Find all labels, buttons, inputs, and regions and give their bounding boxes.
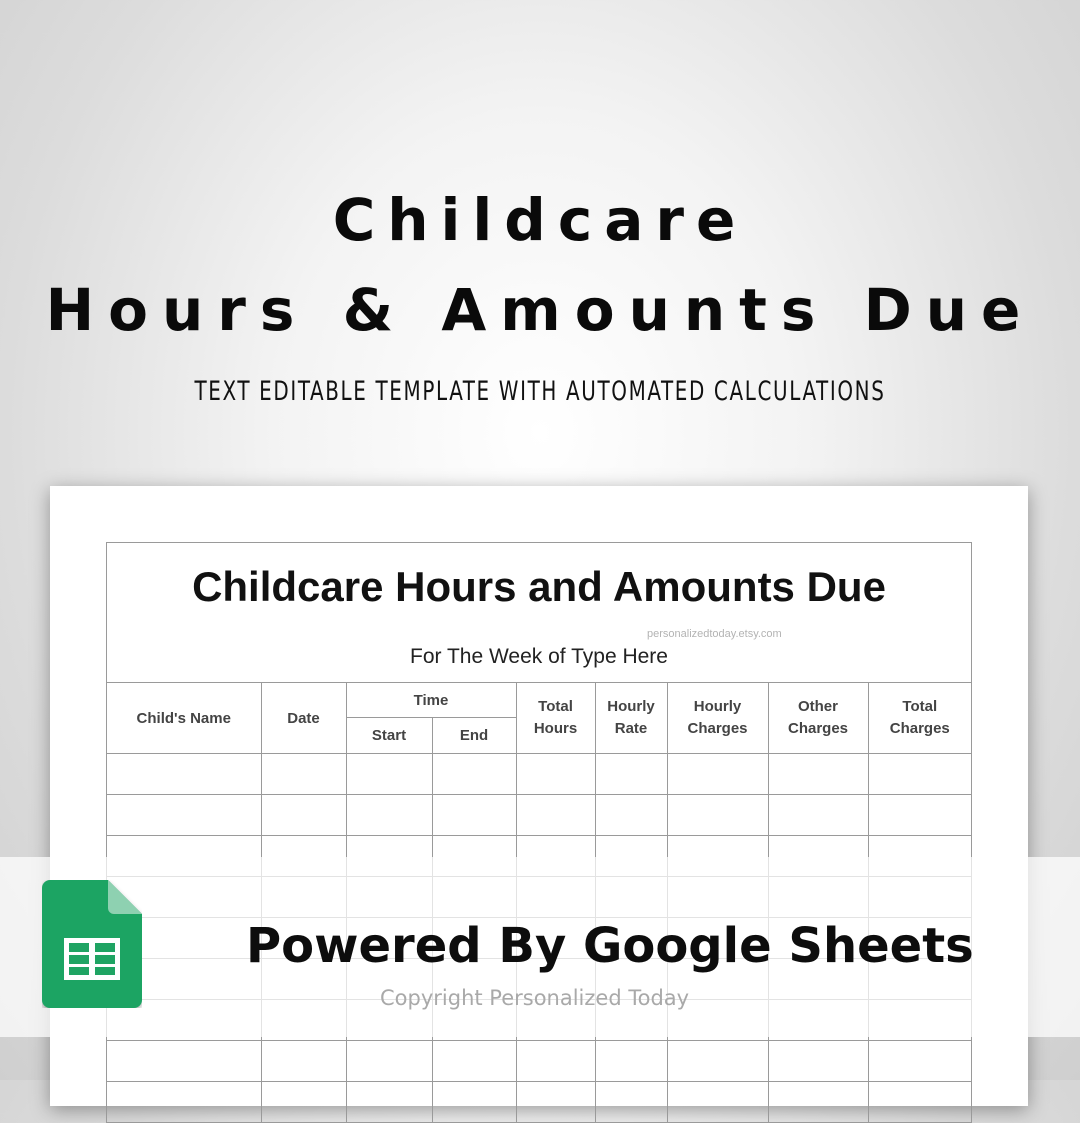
table-cell [261,1082,346,1123]
table-cell [595,795,667,836]
hero-title-line-2: Hours & Amounts Due [45,276,1035,344]
col-header-date: Date [261,683,346,754]
table-row [107,1041,971,1082]
table-cell [432,795,516,836]
col-header-hourly-charges [667,683,768,754]
col-header-other-charges [768,683,868,754]
table-cell [516,795,595,836]
table-cell [107,795,261,836]
col-header-hourly-rate [595,683,667,754]
table-cell [261,754,346,795]
table-cell [667,754,768,795]
table-cell [868,1041,971,1082]
col-header-start: Start [346,718,432,754]
col-header-childs-name: Child's Name [107,683,261,754]
col-header-hourly-rate-label: Hourly Rate [607,698,655,737]
table-cell [868,1082,971,1123]
table-cell [107,1041,261,1082]
form-header [107,543,971,683]
col-header-hourly-charges-label: Hourly Charges [687,698,748,737]
table-row [107,795,971,836]
table-cell [432,754,516,795]
powered-by-google-sheets: Powered By Google Sheets [246,918,974,974]
col-header-end: End [432,718,516,754]
table-cell [346,795,432,836]
hero-subtitle: TEXT EDITABLE TEMPLATE WITH AUTOMATED CALCULATIONS [194,376,886,407]
col-header-time: Time [346,683,516,718]
col-header-total-charges-label: Total Charges [889,698,950,737]
table-cell [868,795,971,836]
col-header-total-charges [868,683,971,754]
table-cell [107,1082,261,1123]
table-cell [107,754,261,795]
table-cell [667,1041,768,1082]
table-cell [432,1082,516,1123]
table-row [107,1082,971,1123]
table-cell [261,1041,346,1082]
table-cell [768,1082,868,1123]
table-cell [595,1041,667,1082]
table-cell [667,795,768,836]
watermark-text: personalizedtoday.etsy.com [647,628,782,640]
table-row [107,754,971,795]
table-cell [595,754,667,795]
table-cell [516,754,595,795]
table-cell [261,795,346,836]
table-cell [516,1041,595,1082]
table-cell [346,1082,432,1123]
table-cell [768,795,868,836]
form-title: Childcare Hours and Amounts Due [192,563,886,610]
google-sheets-icon [42,880,142,1008]
table-cell [432,1041,516,1082]
table-cell [516,1082,595,1123]
table-cell [768,1041,868,1082]
table-cell [346,754,432,795]
table-cell [595,1082,667,1123]
col-header-total-hours [516,683,595,754]
col-header-total-hours-label: Total Hours [533,698,578,737]
col-header-other-charges-label: Other Charges [787,698,849,737]
week-of-line: For The Week of Type Here [410,645,668,668]
table-cell [768,754,868,795]
table-cell [346,1041,432,1082]
hero-title-line-1: Childcare [332,186,748,254]
table-cell [868,754,971,795]
table-cell [667,1082,768,1123]
copyright-text: Copyright Personalized Today [380,986,690,1010]
